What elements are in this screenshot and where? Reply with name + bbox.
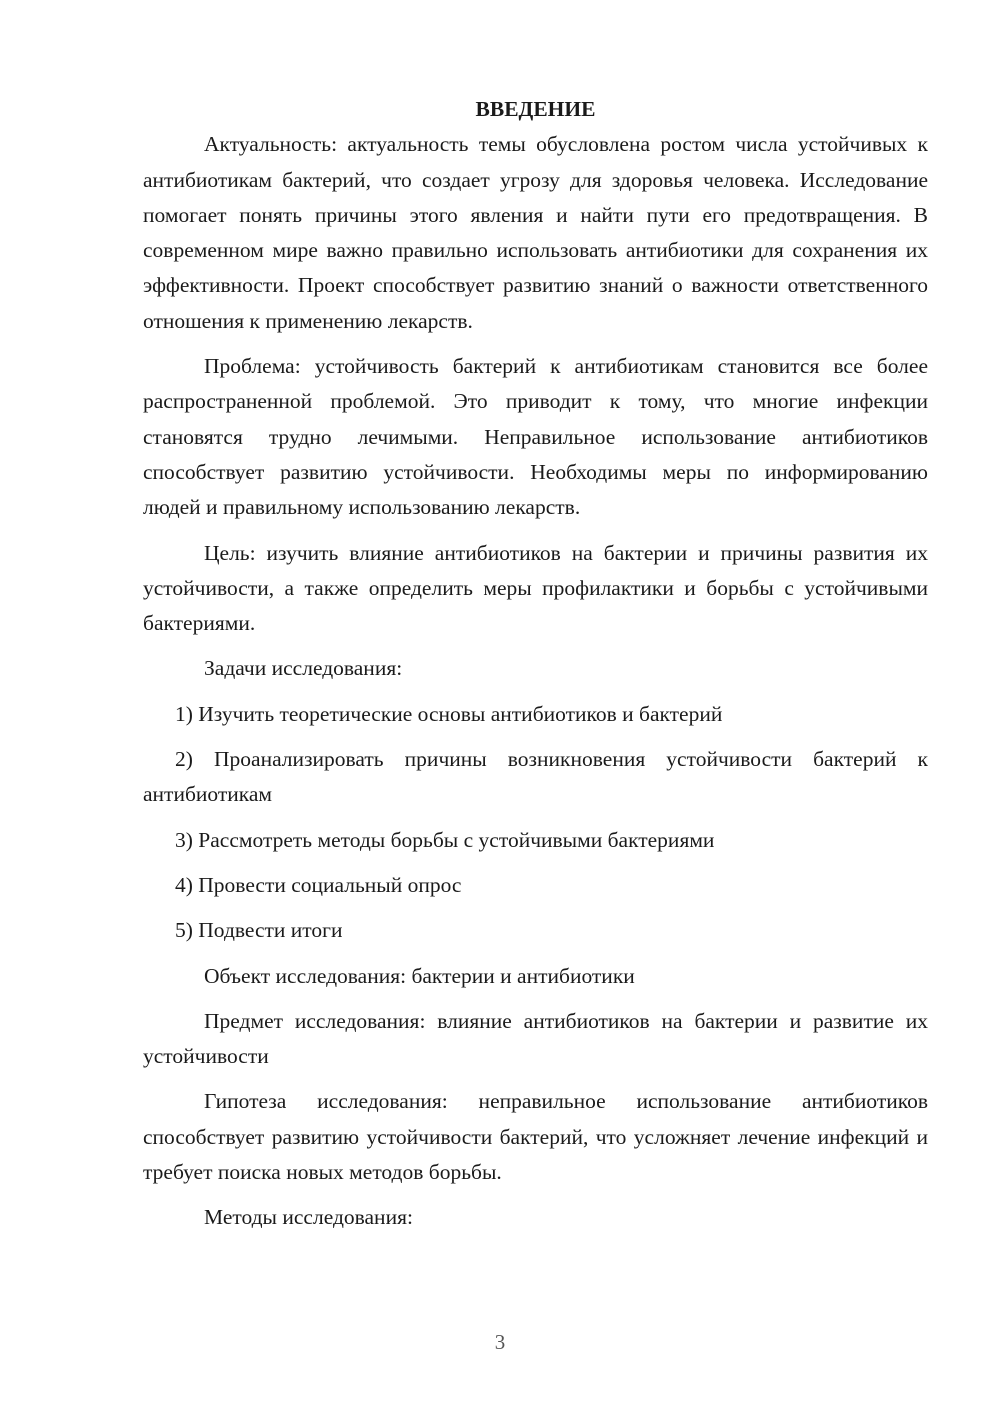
paragraph-subject: Предмет исследования: влияние антибиотиков на бактерии и развитие их устойчивости xyxy=(143,1008,928,1069)
document-page xyxy=(143,92,928,1236)
task-item-1: 1) Изучить теоретические основы антибиотиков и бактерий xyxy=(175,701,723,726)
paragraph-hypothesis: Гипотеза исследования: неправильное использование антибиотиков способствует развитию устойчивости бактерий, что усложняет лечение инфекций и требует поиска новых методов борьбы. xyxy=(143,1089,928,1185)
paragraph-relevance: Актуальность: актуальность темы обусловлена ростом числа устойчивых к антибиотикам бактерий, что создает угрозу для здоровья человека. Исследование помогает понять причины этого явления и найти пути его предотвращения. В современном мире важно правильно использовать антибиотики для сохранения их эффективности. Проект способствует развитию знаний о важности ответственного отношения к применению лекарств. xyxy=(143,132,928,333)
tasks-heading: Задачи исследования: xyxy=(204,656,403,681)
methods-heading: Методы исследования: xyxy=(204,1205,413,1230)
paragraph-problem: Проблема: устойчивость бактерий к антибиотикам становится все более распространенной проблемой. Это приводит к тому, что многие инфекции становятся трудно лечимыми. Неправильное использование антибиотиков способствует развитию устойчивости. Необходимы меры по информированию людей и правильному использованию лекарств. xyxy=(143,354,928,520)
section-title: ВВЕДЕНИЕ xyxy=(475,97,596,121)
page-number: 3 xyxy=(494,1330,506,1354)
task-item-4: 4) Провести социальный опрос xyxy=(175,872,462,897)
paragraph-goal: Цель: изучить влияние антибиотиков на бактерии и причины развития их устойчивости, а также определить меры профилактики и борьбы с устойчивыми бактериями. xyxy=(143,540,928,636)
paragraph-object: Объект исследования: бактерии и антибиотики xyxy=(204,963,635,988)
task-item-5: 5) Подвести итоги xyxy=(175,918,343,943)
task-item-3: 3) Рассмотреть методы борьбы с устойчивыми бактериями xyxy=(175,827,715,852)
task-item-2: 2) Проанализировать причины возникновения устойчивости бактерий к антибиотикам xyxy=(143,747,928,807)
